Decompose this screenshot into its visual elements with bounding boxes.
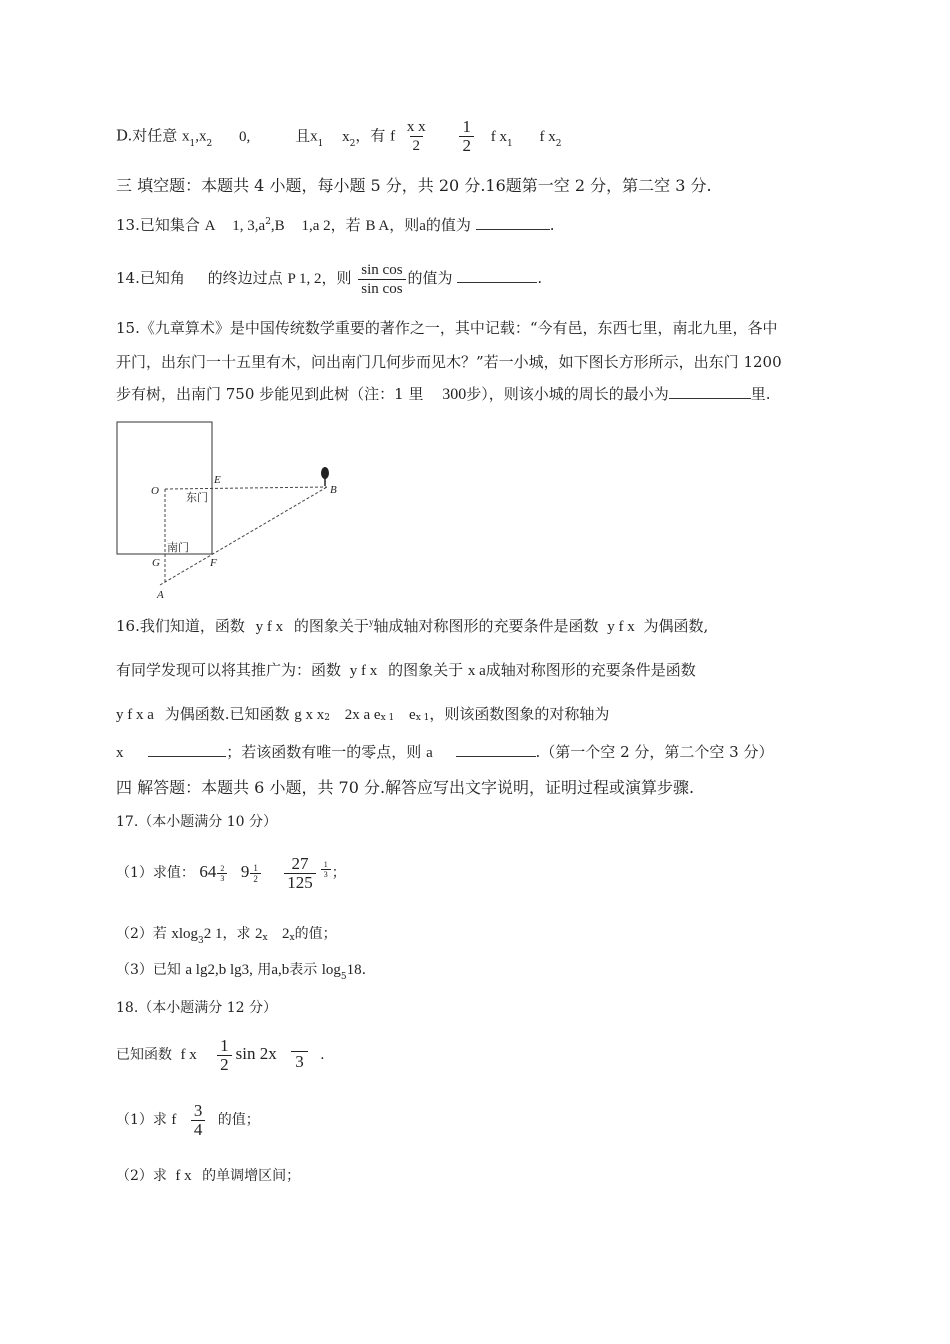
label-b: B [330, 484, 337, 496]
question-17-part-2: （2）若 xlog$_3$2 1，求 2x 2x的值； [116, 926, 337, 946]
answer-blank[interactable] [476, 215, 550, 230]
section-4-heading: 四 解答题：本题共 6 小题，共 70 分.解答应写出文字说明，证明过程或演算步骤. [116, 778, 695, 797]
question-16-line-4: x ；若该函数有唯一的零点，则 a .（第一个空 2 分，第二个空 3 分） [116, 743, 774, 761]
question-15-line-1: 15.《九章算术》是中国传统数学重要的著作之一，其中记载：“今有邑，东西七里，南北九里，各中 [116, 319, 778, 337]
q18-half: $\frac{1}{2}$ [217, 1037, 232, 1074]
question-16-line-1: 16.我们知道，函数 y f x 的图象关于$^y$轴成轴对称图形的充要条件是函数 y f x 为偶函数, [116, 617, 709, 635]
q17-fraction: $\frac{27}{125}$ [284, 855, 316, 892]
question-13: 13.已知集合 A 1, $3,a^2,B$ 1,a 2，若 B A，则a的值为 . [116, 216, 555, 234]
question-17-title: 17.（本小题满分 10 分） [116, 814, 277, 830]
line-o-b [165, 487, 327, 489]
option-d-label: D.对任意 [116, 126, 178, 145]
label-a: A [157, 589, 164, 601]
question-16-line-3: y f x a 为偶函数.已知函数 g x x2 2x a ex 1 ex 1，则该函数图象的对称轴为 [116, 705, 610, 723]
d-half: $\frac{1}{2}$ [459, 118, 474, 155]
tree-icon [321, 467, 329, 486]
q18-fraction: $\frac{3}{4}$ [191, 1102, 206, 1139]
question-15-line-3: 步有树，出南门 750 步能见到此树（注：1 里 300步），则该小城的周长的最小为 里. [116, 385, 771, 403]
question-18-part-2: （2）求 f x 的单调增区间； [116, 1168, 301, 1184]
option-d: D.对任意 $x_1,x_2$ 0, 且$x_1$ $x_2$，有 f $\frac{\text{x x}}{2}$ $\frac{1}{2}$ f $x_1$ f $x_2$ [116, 117, 562, 155]
question-17-part-1: （1）求值： 64 $\frac{2}{3}$ 9 $\frac{1}{2}$ $\frac{27}{125}$ $\frac{1}{3}$ ； [116, 853, 346, 892]
q14-fraction: $\frac{\text{sin cos}}{\text{sin cos}}$ [358, 261, 405, 298]
question-16-line-2: 有同学发现可以将其推广为：函数 y f x 的图象关于 x a成轴对称图形的充要条件是函数 [116, 661, 696, 679]
section-3-heading: 三 填空题：本题共 4 小题，每小题 5 分，共 20 分.16题第一空 2 分，第二空 3 分. [116, 176, 712, 195]
answer-blank[interactable] [457, 268, 537, 283]
city-diagram [110, 418, 350, 608]
label-east-gate: 东门 [186, 491, 208, 504]
question-18-title: 18.（本小题满分 12 分） [116, 1000, 277, 1016]
question-15-line-2: 开门，出东门一十五里有木，问出南门几何步而见木？”若一小城，如下图长方形所示，出东门 1200 [116, 353, 782, 371]
question-14: 14.已知角 的终边过点 P 1, 2，则 $\frac{\text{sin cos}}{\text{sin cos}}$ 的值为 . [116, 261, 543, 297]
label-south-gate: 南门 [167, 541, 189, 554]
answer-blank-axis[interactable] [148, 742, 226, 757]
d-fraction: $\frac{\text{x x}}{2}$ [406, 119, 426, 154]
label-e: E [214, 474, 221, 486]
answer-blank[interactable] [669, 384, 751, 399]
label-g: G [152, 557, 160, 569]
question-17-part-3: （3）已知 a lg2,b lg3, 用a,b表示 $\log_518$. [116, 962, 367, 982]
question-18-intro: 已知函数 f x $\frac{1}{2}$ sin 2x 3 . [116, 1035, 325, 1074]
label-f: F [210, 557, 217, 569]
label-o: O [151, 485, 159, 497]
question-18-part-1: （1）求 f $\frac{3}{4}$ 的值； [116, 1100, 260, 1139]
answer-blank-a[interactable] [456, 742, 536, 757]
